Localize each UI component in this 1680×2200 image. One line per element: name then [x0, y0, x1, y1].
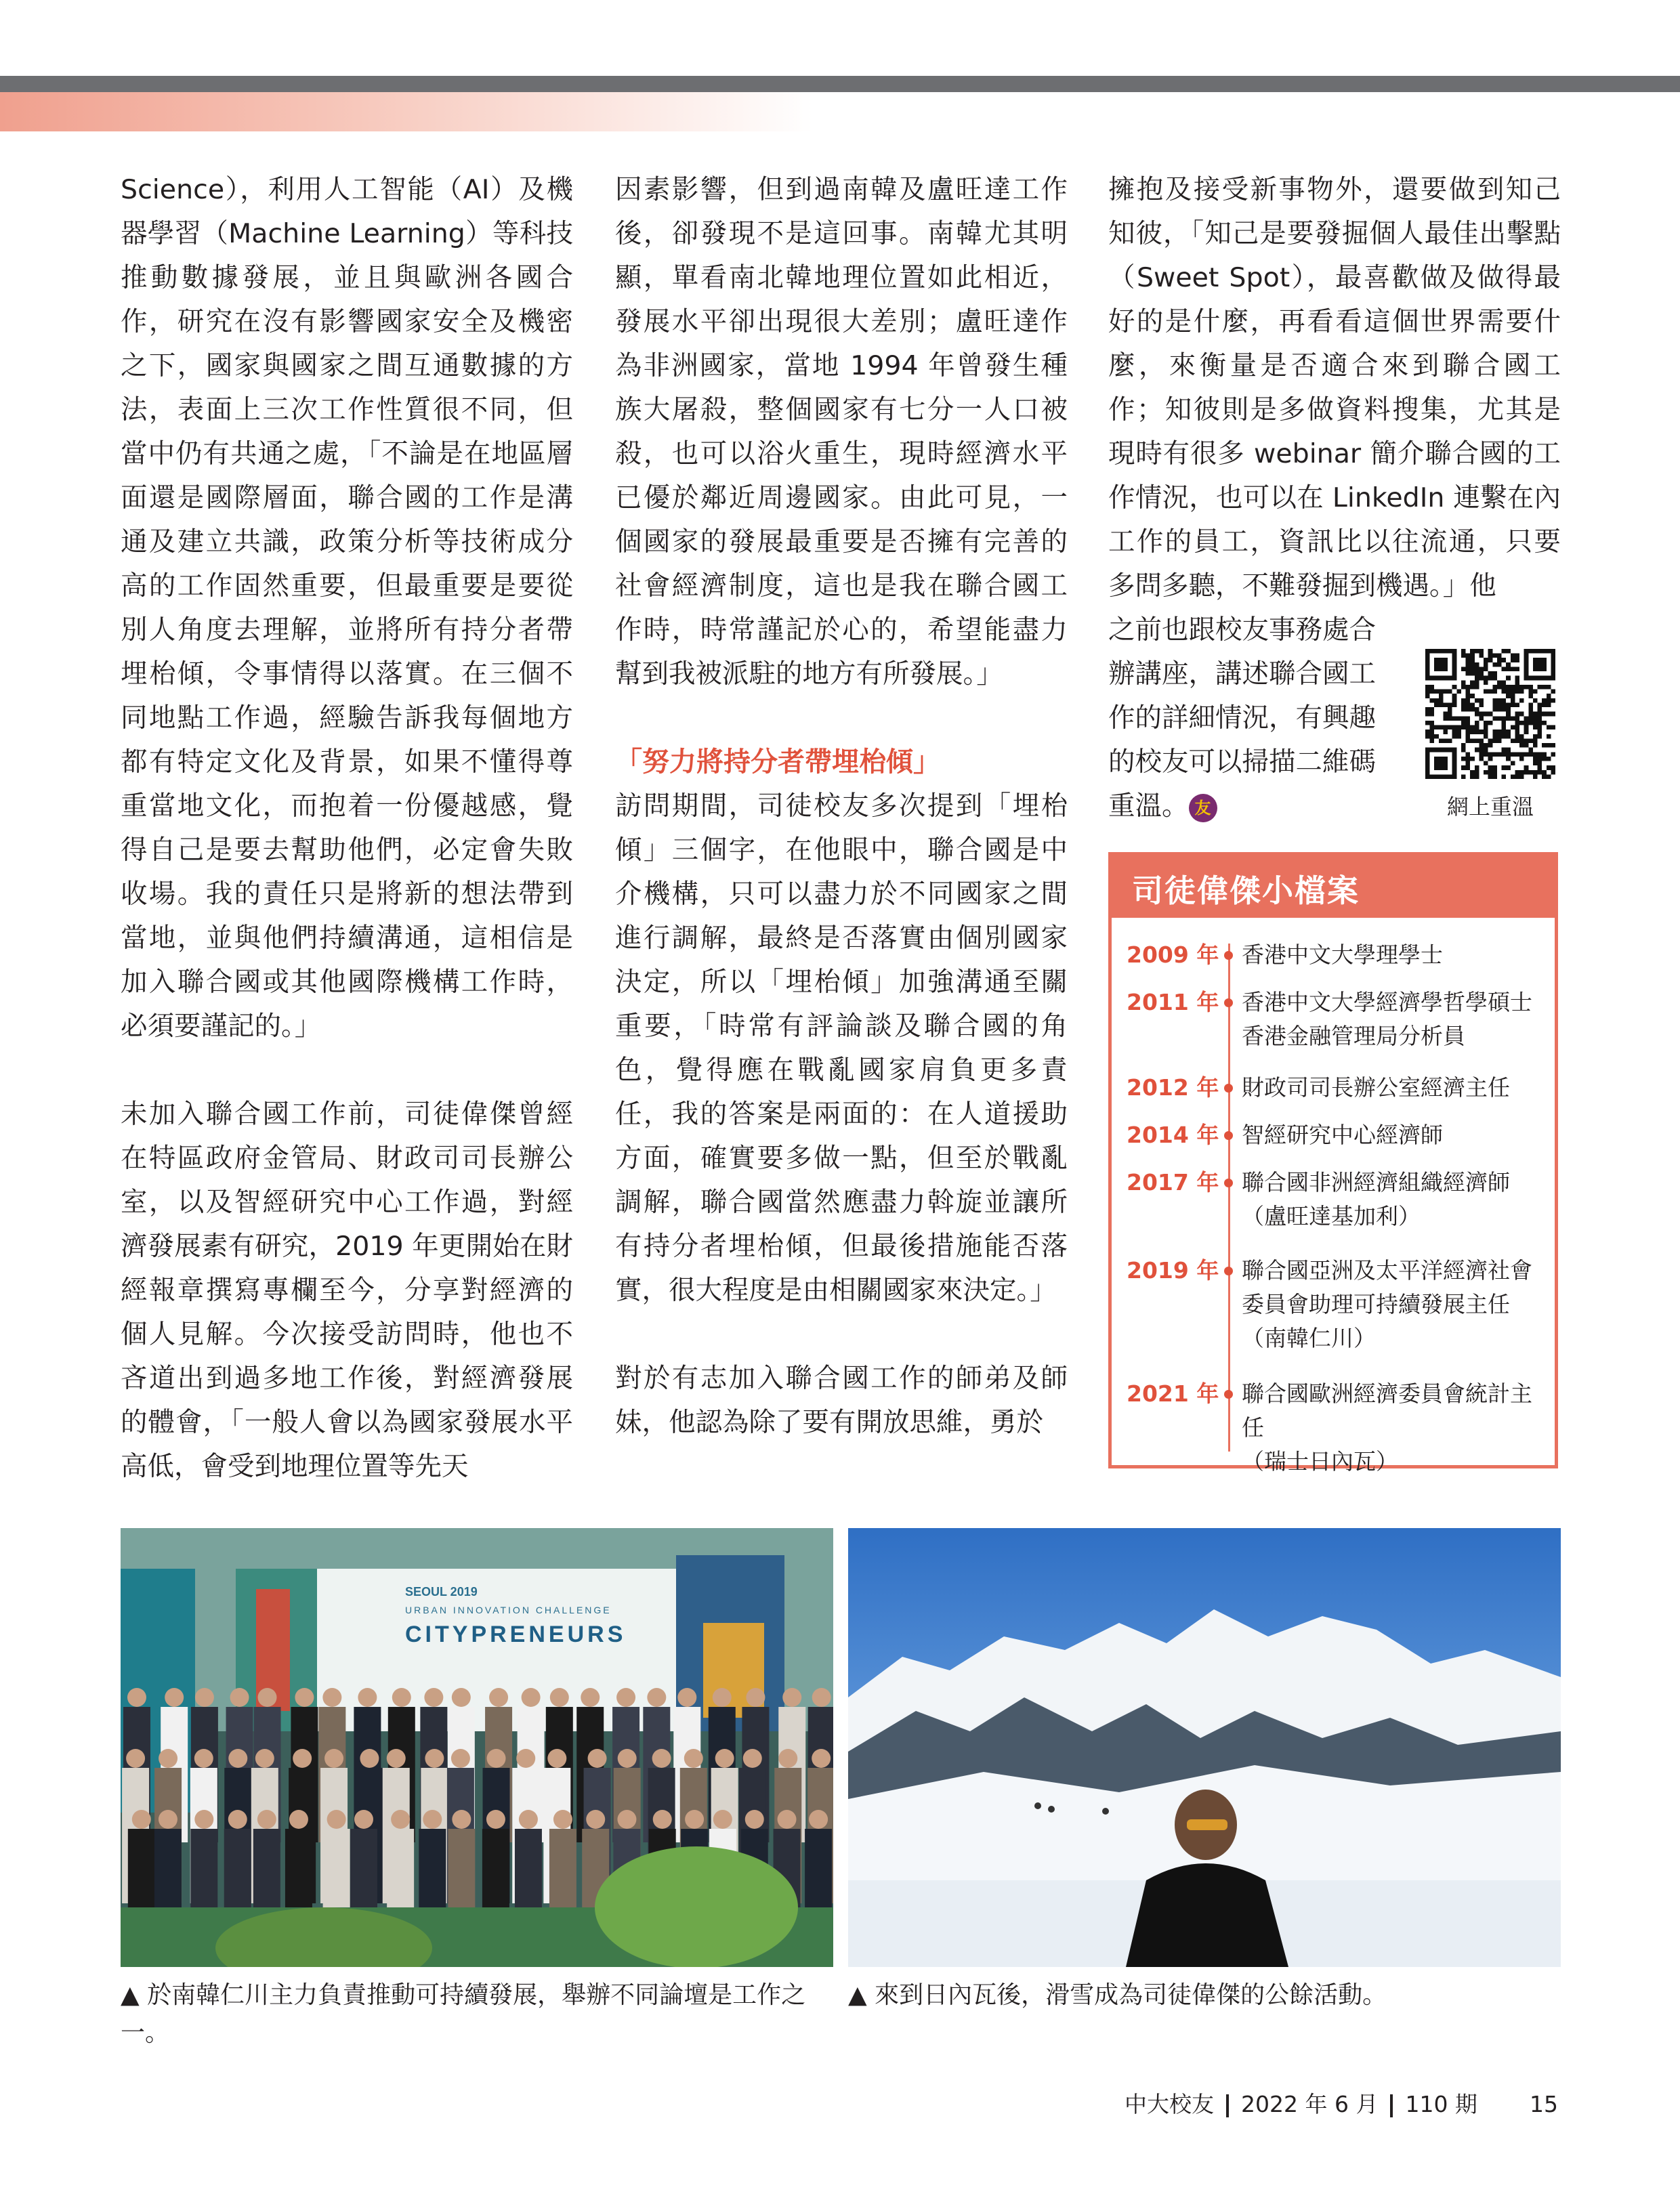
- timeline-text: 智經研究中心經濟師: [1242, 1122, 1443, 1148]
- person-head: [677, 1688, 696, 1707]
- person-head: [516, 1749, 535, 1768]
- person-head: [387, 1749, 406, 1768]
- person-head: [487, 1749, 506, 1768]
- col1-paragraph-2: 未加入聯合國工作前，司徒偉傑曾經在特區政府金管局、財政司司長辦公室，以及智經研究中心工作過，對經濟發展素有研究，2019 年更開始在財經報章撰寫專欄至今，分享對經濟的個人見解。今次接受訪問時，他也不吝道出到過多地工作後，對經濟發展的體會，「一般人會以為國家發展水平高低，會受到地理位置等先天: [121, 1099, 573, 1482]
- timeline-dot: [1224, 1084, 1233, 1093]
- person-head: [616, 1688, 635, 1707]
- qr-code-icon: [1425, 649, 1555, 779]
- timeline-dot: [1224, 951, 1233, 960]
- timeline-dot: [1224, 998, 1233, 1007]
- person-head: [452, 1810, 471, 1829]
- person-head: [746, 1688, 765, 1707]
- person-head: [586, 1810, 605, 1829]
- banner-line-1: SEOUL 2019: [405, 1585, 478, 1599]
- timeline-year: 2014 年: [1127, 1122, 1219, 1148]
- person-head: [228, 1749, 247, 1768]
- timeline-year: 2019 年: [1127, 1257, 1219, 1284]
- page-footer: [1125, 2088, 1558, 2121]
- person-head: [257, 1810, 276, 1829]
- profile-box: [1108, 852, 1558, 1475]
- person-head: [809, 1810, 828, 1829]
- person-head: [126, 1749, 145, 1768]
- person-head: [293, 1749, 312, 1768]
- person-head: [195, 1688, 214, 1707]
- person-head: [258, 1688, 277, 1707]
- alumni-logo-icon: 友: [1189, 794, 1217, 822]
- timeline-year: 2017 年: [1127, 1169, 1219, 1196]
- person-head: [486, 1810, 505, 1829]
- person-head: [322, 1688, 341, 1707]
- person-head: [391, 1810, 410, 1829]
- person-head: [165, 1688, 184, 1707]
- timeline-text: （盧旺達基加利）: [1242, 1203, 1421, 1229]
- timeline-text: 香港中文大學經濟學哲學碩士: [1242, 989, 1532, 1015]
- person-head: [653, 1810, 672, 1829]
- person-head: [451, 1749, 470, 1768]
- person-head: [745, 1810, 764, 1829]
- timeline-text: 聯合國非洲經濟組織經濟師: [1242, 1169, 1510, 1196]
- person-head: [354, 1810, 373, 1829]
- person-head: [812, 1749, 831, 1768]
- person-head: [255, 1749, 274, 1768]
- person-head: [684, 1749, 703, 1768]
- person-head: [327, 1810, 346, 1829]
- timeline-text: （瑞士日內瓦）: [1242, 1448, 1398, 1475]
- sunglasses-icon: [1187, 1819, 1227, 1830]
- person-head: [652, 1749, 671, 1768]
- timeline-dot: [1224, 1131, 1233, 1140]
- page-number: 15: [1530, 2091, 1558, 2117]
- person-head: [581, 1688, 600, 1707]
- person-head: [685, 1810, 704, 1829]
- person-head: [550, 1688, 569, 1707]
- timeline-text: 香港金融管理局分析員: [1242, 1023, 1465, 1049]
- issue-number: 110 期: [1405, 2091, 1477, 2117]
- issue-date: 2022 年 6 月: [1241, 2091, 1379, 2117]
- person-head: [618, 1749, 637, 1768]
- person-head: [713, 1688, 732, 1707]
- person-head: [617, 1810, 636, 1829]
- timeline-year: 2011 年: [1127, 989, 1219, 1015]
- person-head: [228, 1810, 247, 1829]
- banner-line-3: CITYPRENEURS: [405, 1622, 627, 1647]
- timeline-year: 2009 年: [1127, 942, 1219, 968]
- col3-paragraph-2-text: 之前也跟校友事務處合辦講座，講述聯合國工作的詳細情況，有興趣的校友可以掃描二維碼重溫。: [1108, 614, 1376, 822]
- person-head: [588, 1749, 607, 1768]
- person-head: [132, 1810, 151, 1829]
- article-column-1: [121, 168, 573, 1489]
- col2-paragraph-3: 對於有志加入聯合國工作的師弟及師妹，他認為除了要有開放思維，勇於: [615, 1363, 1068, 1438]
- person-head: [295, 1688, 314, 1707]
- person-head: [778, 1810, 797, 1829]
- photo-caption-1: ▲ 於南韓仁川主力負責推動可持續發展，舉辦不同論壇是工作之一。: [121, 1981, 806, 2047]
- person-head: [423, 1810, 442, 1829]
- person-head: [782, 1688, 801, 1707]
- col3-paragraph-1: 擁抱及接受新事物外，還要做到知己知彼，「知己是要發掘個人最佳出擊點（Sweet Spot），最喜歡做及做得最好的是什麼，再看看這個世界需要什麼，來衡量是否適合來到聯合國工作；知彼則是多做資料搜集，尤其是現時有很多 webinar 簡介聯合國的工作情況，也可以在 LinkedIn 連繫在內工作的員工，資訊比以往流通，只要多問多聽，不難發掘到機遇。」他: [1108, 174, 1561, 601]
- col1-paragraph-1: Science），利用人工智能（AI）及機器學習（Machine Learning）等科技推動數據發展，並且與歐洲各國合作，研究在沒有影響國家安全及機密之下，國家與國家之間互通數據的方法，表面上三次工作性質很不同，但當中仍有共通之處，「不論是在地區層面還是國際層面，聯合國的工作是溝通及建立共識，政策分析等技術成分高的工作固然重要，但最重要是要從別人角度去理解，並將所有持分者帶埋枱傾，令事情得以落實。在三個不同地點工作過，經驗告訴我每個地方都有特定文化及背景，如果不懂得尊重當地文化，而抱着一份優越感，覺得自己是要去幫助他們，必定會失敗收場。我的責任只是將新的想法帶到當地，並與他們持續溝通，這相信是加入聯合國或其他國際機構工作時，必須要謹記的。」: [121, 174, 573, 1042]
- person-head: [553, 1810, 572, 1829]
- person-head: [452, 1688, 471, 1707]
- group-photo-image: [121, 1528, 833, 1967]
- timeline-text: 香港中文大學理學士: [1242, 942, 1443, 968]
- timeline-text: 聯合國歐洲經濟委員會統計主任: [1242, 1380, 1532, 1441]
- header-bar: [0, 76, 1680, 92]
- footer-divider: [1390, 2094, 1393, 2117]
- person-head: [159, 1749, 177, 1768]
- person-head: [392, 1688, 411, 1707]
- section-subheading: 「努力將持分者帶埋枱傾」: [615, 746, 940, 778]
- person-head: [812, 1688, 831, 1707]
- person-head: [519, 1810, 538, 1829]
- ski-photo: [848, 1528, 1561, 1967]
- person-head: [489, 1688, 508, 1707]
- timeline-line: [1228, 944, 1230, 1452]
- timeline-year: 2012 年: [1127, 1074, 1219, 1101]
- person-head: [713, 1810, 732, 1829]
- header-gradient-band: [0, 92, 813, 131]
- col2-paragraph-2: 訪問期間，司徒校友多次提到「埋枱傾」三個字，在他眼中，聯合國是中介機構，只可以盡力於不同國家之間進行調解，最終是否落實由個別國家決定，所以「埋枱傾」加強溝通至關重要，「時常有評論談及聯合國的角色，覺得應在戰亂國家肩負更多責任，我的答案是兩面的：在人道援助方面，確實要多做一點，但至於戰亂調解，聯合國當然應盡力斡旋並讓所有持分者埋枱傾，但最後措施能否落實，很大程度是由相關國家來決定。」: [615, 790, 1068, 1306]
- qr-code[interactable]: [1425, 649, 1555, 779]
- profile-title: 司徒偉傑小檔案: [1132, 872, 1360, 909]
- timeline-year: 2021 年: [1127, 1380, 1219, 1407]
- timeline-dot: [1224, 1267, 1233, 1275]
- person-head: [647, 1688, 666, 1707]
- person-head: [778, 1749, 797, 1768]
- col2-paragraph-1: 因素影響，但到過南韓及盧旺達工作後，卻發現不是這回事。南韓尤其明顯，單看南北韓地理位置如此相近，發展水平卻出現很大差別；盧旺達作為非洲國家，當地 1994 年曾發生種族大屠殺，整個國家有七分一人口被殺，也可以浴火重生，現時經濟水平已優於鄰近周邊國家。由此可見，一個國家的發展最重要是否擁有完善的社會經濟制度，這也是我在聯合國工作時，時常謹記於心的，希望能盡力幫到我被派駐的地方有所發展。」: [615, 174, 1068, 690]
- col3-paragraph-2: [1108, 608, 1394, 828]
- person-head: [424, 1688, 443, 1707]
- timeline-text: 財政司司長辦公室經濟主任: [1242, 1074, 1510, 1101]
- qr-code-label: 網上重溫: [1446, 794, 1534, 820]
- banner-line-2: URBAN INNOVATION CHALLENGE: [405, 1605, 612, 1615]
- timeline-dot: [1224, 1179, 1233, 1187]
- person-head: [715, 1749, 734, 1768]
- person-head: [127, 1688, 146, 1707]
- person-head: [194, 1810, 213, 1829]
- person-head: [743, 1749, 762, 1768]
- person-head: [360, 1749, 379, 1768]
- person-head: [194, 1749, 213, 1768]
- footer-divider: [1226, 2094, 1229, 2117]
- publication-name: 中大校友: [1125, 2091, 1214, 2117]
- person-head: [324, 1749, 343, 1768]
- person-head: [159, 1810, 177, 1829]
- article-column-2: [615, 168, 1068, 1445]
- timeline-text: 聯合國亞洲及太平洋經濟社會: [1242, 1257, 1532, 1284]
- person-head: [547, 1749, 566, 1768]
- seoul-forum-photo: [121, 1528, 833, 1967]
- person-head: [425, 1749, 444, 1768]
- timeline-dot: [1224, 1390, 1233, 1399]
- ski-photo-image: [848, 1528, 1561, 1967]
- timeline-text: 委員會助理可持續發展主任: [1242, 1291, 1510, 1317]
- profile-header: [1112, 855, 1555, 918]
- person-head: [230, 1688, 249, 1707]
- photo-caption-2: ▲ 來到日內瓦後，滑雪成為司徒偉傑的公餘活動。: [848, 1981, 1387, 2009]
- person-head: [358, 1688, 377, 1707]
- person-head: [289, 1810, 308, 1829]
- timeline-text: （南韓仁川）: [1242, 1325, 1376, 1351]
- person-head: [522, 1688, 541, 1707]
